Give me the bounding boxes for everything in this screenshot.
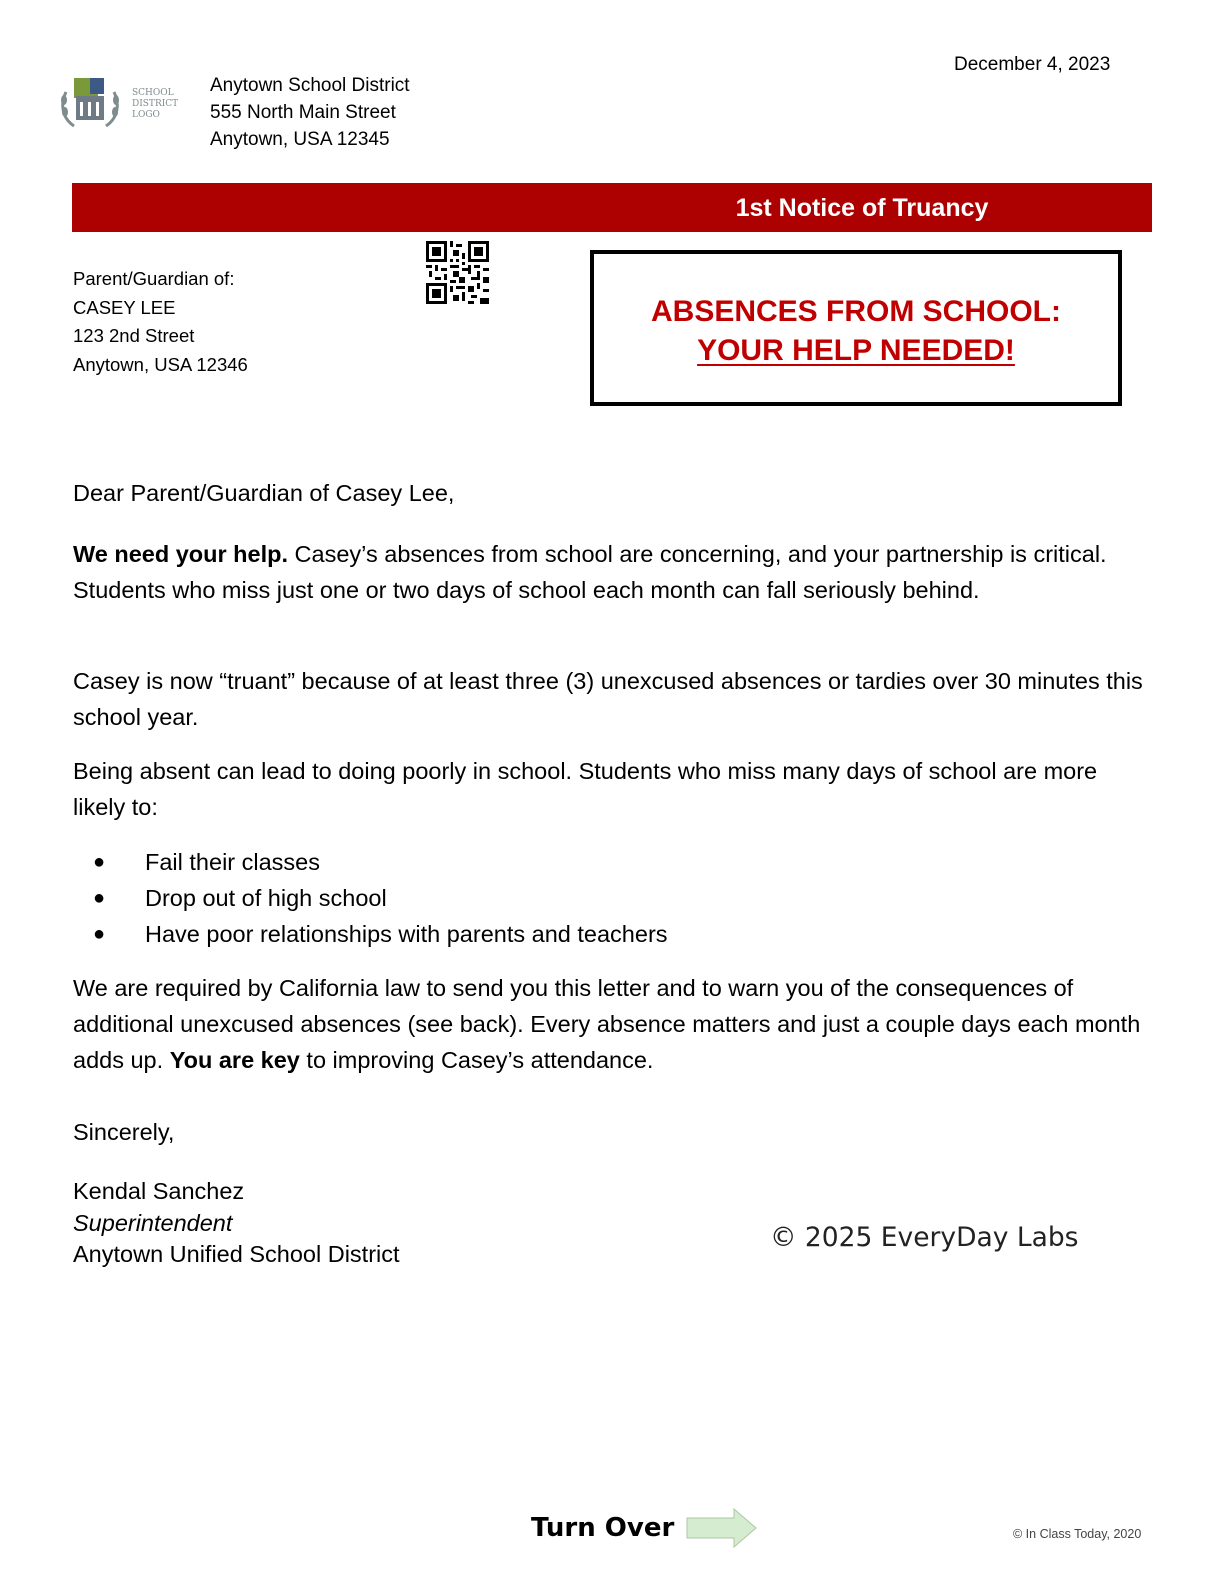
- recipient-street: 123 2nd Street: [73, 325, 195, 346]
- alert-heading: ABSENCES FROM SCHOOL:: [650, 295, 1061, 328]
- notice-banner: [72, 183, 1152, 232]
- list-item: ● Drop out of high school: [73, 880, 1153, 916]
- banner-title: 1st Notice of Truancy: [735, 194, 989, 222]
- list-item: ● Have poor relationships with parents and teachers: [73, 916, 1153, 952]
- paragraph-4-text-b: to improving Casey’s attendance.: [299, 1047, 654, 1073]
- paragraph-3: Being absent can lead to doing poorly in school. Students who miss many days of school are more likely to:: [73, 758, 1098, 820]
- recipient-label: Parent/Guardian of:: [73, 268, 235, 289]
- qr-code-icon: [426, 241, 489, 304]
- closing: Sincerely,: [73, 1119, 175, 1145]
- paragraph-1-bold: We need your help.: [73, 541, 289, 567]
- paragraph-2: Casey is now “truant” because of at least three (3) unexcused absences or tardies over 30 minutes this school year.: [73, 668, 1143, 730]
- paragraph-4-text-a: We are required by California law to send you this letter and to warn you of the consequences of additional unexcused absences (see back). Every absence matters and just a couple days each month adds up.: [73, 975, 1141, 1073]
- recipient-address: [73, 265, 248, 379]
- letter-date: December 4, 2023: [954, 54, 1111, 75]
- consequence-list: [73, 844, 1153, 952]
- alert-subheading: YOUR HELP NEEDED!: [697, 334, 1015, 367]
- signer-organization: Anytown Unified School District: [73, 1241, 400, 1267]
- sender-name: Anytown School District: [210, 75, 410, 96]
- paragraph-1-text: Casey’s absences from school are concerning, and your partnership is critical. Students who miss just one or two days of school each month can fall seriously behind.: [73, 541, 1107, 603]
- copyright-notice: © 2025 EveryDay Labs: [770, 1222, 1079, 1253]
- paragraph-1: [73, 536, 1153, 608]
- list-item: ● Fail their classes: [73, 844, 1153, 880]
- logo-text-1: SCHOOL: [132, 88, 174, 98]
- salutation: Dear Parent/Guardian of Casey Lee,: [73, 480, 455, 506]
- turn-over-label: Turn Over: [531, 1513, 675, 1543]
- arrow-right-icon: [686, 1508, 758, 1548]
- bullet-icon: ●: [93, 887, 106, 909]
- signer-name: Kendal Sanchez: [73, 1178, 245, 1204]
- recipient-name: CASEY LEE: [73, 296, 176, 318]
- alert-box: [590, 250, 1122, 406]
- school-district-logo: [58, 74, 178, 134]
- signer-title: Superintendent: [73, 1209, 233, 1236]
- paragraph-4-bold: You are key: [169, 1047, 300, 1073]
- logo-text-2: DISTRICT: [132, 99, 178, 109]
- bullet-icon: ●: [93, 923, 106, 945]
- recipient-city: Anytown, USA 12346: [73, 353, 248, 375]
- logo-text-3: LOGO: [132, 110, 160, 120]
- sender-street: 555 North Main Street: [210, 102, 396, 123]
- bullet-icon: ●: [93, 851, 106, 873]
- sender-address: [210, 72, 410, 153]
- sender-city: Anytown, USA 12345: [210, 129, 390, 150]
- paragraph-4: [73, 970, 1153, 1078]
- footer-copyright: © In Class Today, 2020: [1013, 1527, 1142, 1541]
